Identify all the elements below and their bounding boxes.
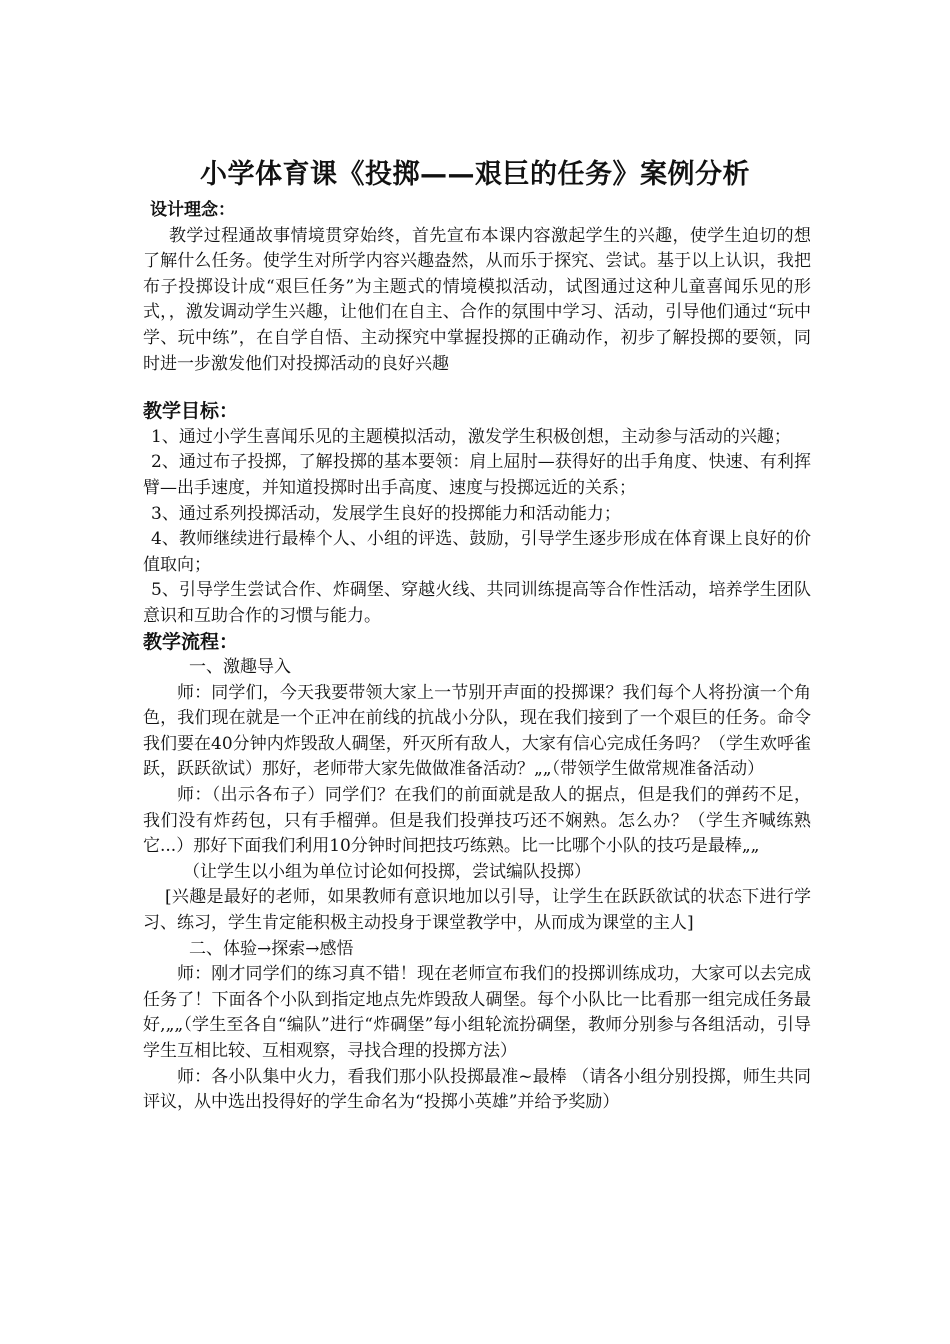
process-paragraph-5: 师：刚才同学们的练习真不错！现在老师宣布我们的投掷训练成功，大家可以去完成任务了！下面各个小队到指定地点先炸毁敌人碉堡。每个小队比一比看那一组完成任务最好,„„（学生至各自“编队”进行“炸碉堡”每小组轮流扮碉堡，教师分别参与各组活动，引导学生互相比较、互相观察，寻找合理的投掷方法） <box>143 964 811 1061</box>
process-paragraph-4: [兴趣是最好的老师，如果教师有意识地加以引导，让学生在跃跃欲试的状态下进行学习、练习，学生肯定能积极主动投身于课堂教学中，从而成为课堂的主人] <box>143 887 811 934</box>
goal-item-2: 2、通过布子投掷，了解投掷的基本要领：肩上屈肘—获得好的出手角度、快速、有利挥臂—出手速度，并知道投掷时出手高度、速度与投掷远近的关系； <box>143 452 811 498</box>
goal-item-5: 5、引导学生尝试合作、炸碉堡、穿越火线、共同训练提高等合作性活动，培养学生团队意识和互助合作的习惯与能力。 <box>143 580 811 626</box>
goal-item-4: 4、教师继续进行最棒个人、小组的评选、鼓励，引导学生逐步形成在体育课上良好的价值取向； <box>143 529 811 575</box>
document-body <box>143 198 811 1116</box>
process-paragraph-3: （让学生以小组为单位讨论如何投掷，尝试编队投掷） <box>183 861 591 882</box>
design-heading: 设计理念： <box>150 200 235 220</box>
process-paragraph-2: 师：（出示各布子）同学们？在我们的前面就是敌人的据点，但是我们的弹药不足，我们没有炸药包，只有手榴弹。但是我们投弹技巧还不娴熟。怎么办？（学生齐喊练熟它...）那好下面我们利用10分钟时间把技巧练熟。比一比哪个小队的技巧是最棒„„ <box>143 785 811 857</box>
design-paragraph: 教学过程通故事情境贯穿始终，首先宣布本课内容激起学生的兴趣，使学生迫切的想了解什么任务。使学生对所学内容兴趣盎然，从而乐于探究、尝试。基于以上认识，我把布子投掷设计成“艰巨任务”为主题式的情境模拟活动，试图通过这种儿童喜闻乐见的形式，，激发调动学生兴趣，让他们在自主、合作的氛围中学习、活动，引导他们通过“玩中学、玩中练”，在自学自悟、主动探究中掌握投掷的正确动作，初步了解投掷的要领，同时进一步激发他们对投掷活动的良好兴趣 <box>143 225 811 374</box>
goal-item-1: 1、通过小学生喜闻乐见的主题模拟活动，激发学生积极创想，主动参与活动的兴趣； <box>151 426 791 447</box>
goal-item-3: 3、通过系列投掷活动，发展学生良好的投掷能力和活动能力； <box>151 503 621 524</box>
document-title: 小学体育课《投掷——艰巨的任务》案例分析 <box>200 159 750 190</box>
goals-heading: 教学目标： <box>143 400 239 423</box>
section-2-title: 二、体验→探索→感悟 <box>189 938 354 959</box>
section-1-title: 一、激趣导入 <box>189 657 291 678</box>
process-paragraph-6: 师：各小队集中火力，看我们那小队投掷最准~最棒 （请各小组分别投掷，师生共同评议，从中选出投得好的学生命名为“投掷小英雄”并给予奖励） <box>143 1066 811 1113</box>
process-heading: 教学流程： <box>143 630 239 653</box>
process-paragraph-1: 师：同学们，今天我要带领大家上一节别开声面的投掷课？我们每个人将扮演一个角色，我们现在就是一个正冲在前线的抗战小分队，现在我们接到了一个艰巨的任务。命令我们要在40分钟内炸毁敌人碉堡，歼灭所有敌人，大家有信心完成任务吗？（学生欢呼雀跃，跃跃欲试）那好，老师带大家先做做准备活动？„„（带领学生做常规准备活动） <box>143 682 811 780</box>
